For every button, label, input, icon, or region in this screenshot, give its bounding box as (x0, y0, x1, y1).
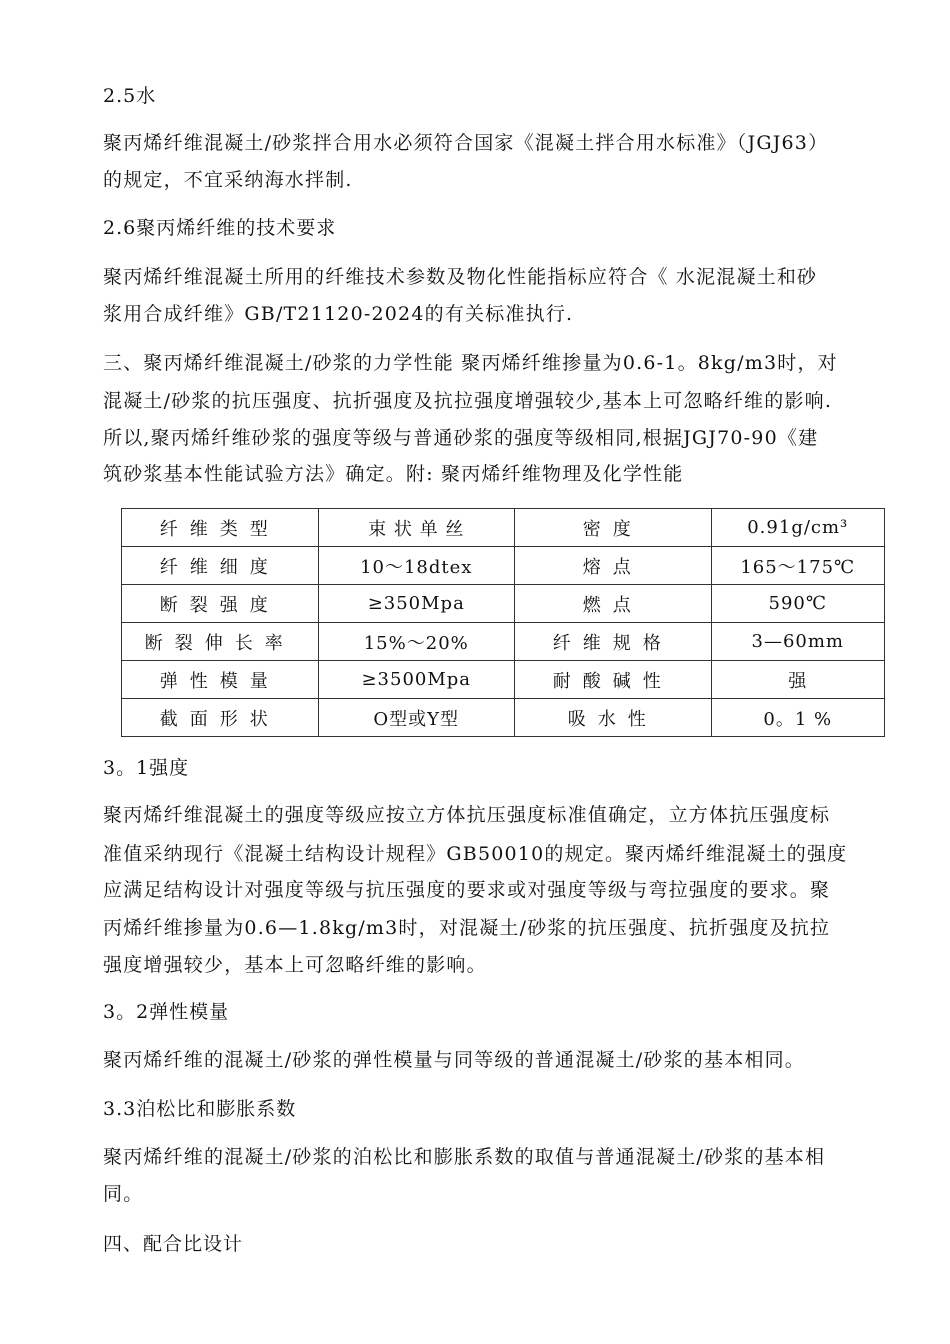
property-label-cell: 纤维细度 (122, 547, 319, 585)
property-value-cell: 165～175℃ (711, 547, 885, 585)
section-3-1-paragraph-line: 应满足结构设计对强度等级与抗压强度的要求或对强度等级与弯拉强度的要求。聚 (103, 879, 831, 901)
property-label-cell: 断裂伸长率 (122, 623, 319, 661)
table-row (122, 547, 885, 585)
section-3-3-heading: 3.3泊松比和膨胀系数 (103, 1098, 297, 1120)
table-row (122, 661, 885, 699)
property-value-cell: 3—60mm (711, 623, 885, 661)
section-3-1-paragraph-line: 强度增强较少，基本上可忽略纤维的影响。 (103, 954, 487, 976)
property-label-cell: 耐酸碱性 (515, 661, 712, 699)
section-2-6-paragraph-line: 聚丙烯纤维混凝土所用的纤维技术参数及物化性能指标应符合《 水泥混凝土和砂 (103, 266, 818, 288)
property-label-cell: 密度 (515, 509, 712, 547)
property-value-cell: 0。1 % (711, 699, 885, 737)
section-2-6-heading: 2.6聚丙烯纤维的技术要求 (103, 217, 337, 239)
property-value-cell: 强 (711, 661, 885, 699)
table-row (122, 699, 885, 737)
section-2-6-paragraph-line: 浆用合成纤维》GB/T21120-2024的有关标准执行. (103, 303, 574, 325)
section-3-paragraph-line: 混凝土/砂浆的抗压强度、抗折强度及抗拉强度增强较少,基本上可忽略纤维的影响. (103, 390, 833, 412)
section-3-1-paragraph-line: 丙烯纤维掺量为0.6—1.8kg/m3时，对混凝土/砂浆的抗压强度、抗折强度及抗拉 (103, 917, 831, 939)
property-value-cell: ≥350Mpa (318, 585, 515, 623)
section-3-1-paragraph-line: 准值采纳现行《混凝土结构设计规程》GB50010的规定。聚丙烯纤维混凝土的强度 (103, 843, 848, 865)
property-value-cell: 590℃ (711, 585, 885, 623)
property-label-cell: 弹性模量 (122, 661, 319, 699)
section-3-paragraph-line: 所以,聚丙烯纤维砂浆的强度等级与普通砂浆的强度等级相同,根据JGJ70-90《建 (103, 427, 819, 449)
fiber-properties-table (121, 508, 885, 737)
property-value-cell: 0.91g/cm³ (711, 509, 885, 547)
table-row (122, 509, 885, 547)
section-4-heading: 四、配合比设计 (103, 1233, 244, 1255)
section-2-5-paragraph-line: 聚丙烯纤维混凝土/砂浆拌合用水必须符合国家《混凝土拌合用水标准》（JGJ63） (103, 132, 829, 154)
property-label-cell: 吸水性 (515, 699, 712, 737)
section-3-1-paragraph-line: 聚丙烯纤维混凝土的强度等级应按立方体抗压强度标准值确定，立方体抗压强度标 (103, 804, 831, 826)
table-row (122, 585, 885, 623)
property-value-cell: ≥3500Mpa (318, 661, 515, 699)
section-3-2-paragraph-line: 聚丙烯纤维的混凝土/砂浆的弹性模量与同等级的普通混凝土/砂浆的基本相同。 (103, 1049, 806, 1071)
property-label-cell: 熔点 (515, 547, 712, 585)
property-label-cell: 纤维类型 (122, 509, 319, 547)
property-value-cell: 15%～20% (318, 623, 515, 661)
table-row (122, 623, 885, 661)
property-label-cell: 纤维规格 (515, 623, 712, 661)
section-3-3-paragraph-line: 聚丙烯纤维的混凝土/砂浆的泊松比和膨胀系数的取值与普通混凝土/砂浆的基本相 (103, 1146, 826, 1168)
section-3-paragraph-line: 三、聚丙烯纤维混凝土/砂浆的力学性能 聚丙烯纤维掺量为0.6-1。8kg/m3时，对 (103, 352, 838, 374)
section-3-3-paragraph-line: 同。 (103, 1183, 144, 1205)
property-value-cell: 10～18dtex (318, 547, 515, 585)
fiber-properties-table-body (122, 509, 885, 737)
section-3-1-heading: 3。1强度 (103, 757, 190, 779)
section-3-2-heading: 3。2弹性模量 (103, 1001, 230, 1023)
section-2-5-paragraph-line: 的规定，不宜采纳海水拌制. (103, 169, 353, 191)
property-label-cell: 断裂强度 (122, 585, 319, 623)
property-label-cell: 截面形状 (122, 699, 319, 737)
section-2-5-heading: 2.5水 (103, 85, 157, 107)
property-value-cell: 束 状 单 丝 (318, 509, 515, 547)
section-3-paragraph-line: 筑砂浆基本性能试验方法》确定。附: 聚丙烯纤维物理及化学性能 (103, 463, 684, 485)
property-label-cell: 燃点 (515, 585, 712, 623)
property-value-cell: O型或Y型 (318, 699, 515, 737)
